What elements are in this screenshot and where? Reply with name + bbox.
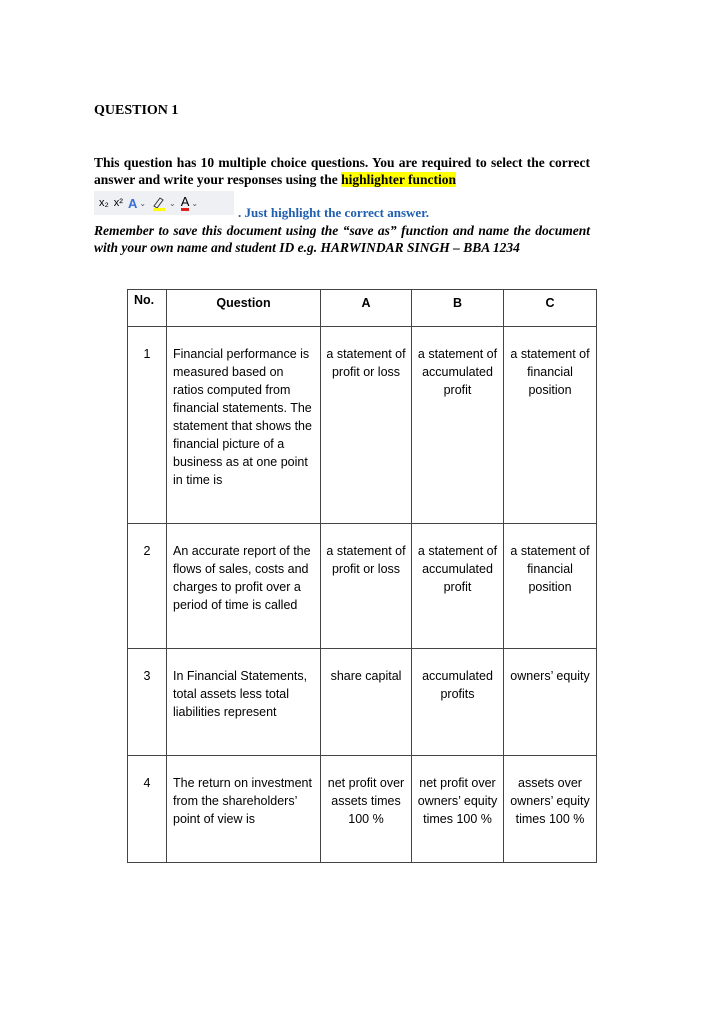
table-row (128, 524, 597, 649)
option-c[interactable]: assets over owners’ equity times 100 % (504, 756, 597, 863)
question-number: 2 (128, 524, 167, 649)
option-a[interactable]: a statement of profit or loss (321, 524, 412, 649)
option-c[interactable]: a statement of financial position (504, 327, 597, 524)
question-heading: QUESTION 1 (94, 103, 179, 118)
instructions-text: This question has 10 multiple choice questions. You are required to select the correct answer and write your responses using the (94, 155, 590, 187)
subscript-icon: x₂ (99, 197, 109, 209)
question-text: The return on investment from the shareholders’ point of view is (167, 756, 321, 863)
superscript-icon: x² (113, 197, 123, 209)
option-a[interactable]: a statement of profit or loss (321, 327, 412, 524)
header-b: B (412, 290, 504, 327)
highlighted-phrase: highlighter function (341, 172, 457, 187)
text-effects-icon: A ⌄ (127, 195, 147, 211)
questions-table (127, 289, 597, 863)
table-row (128, 756, 597, 863)
option-b[interactable]: a statement of accumulated profit (412, 524, 504, 649)
question-number: 1 (128, 327, 167, 524)
option-c[interactable]: owners’ equity (504, 649, 597, 756)
instructions-paragraph (94, 154, 590, 188)
question-number: 3 (128, 649, 167, 756)
question-text: An accurate report of the flows of sales, costs and charges to profit over a period of time is called (167, 524, 321, 649)
just-highlight-text: . Just highlight the correct answer. (238, 205, 430, 220)
option-b[interactable]: a statement of accumulated profit (412, 327, 504, 524)
header-question: Question (167, 290, 321, 327)
option-b[interactable]: net profit over owners’ equity times 100 % (412, 756, 504, 863)
option-a[interactable]: share capital (321, 649, 412, 756)
highlighter-icon: ⌄ (151, 195, 176, 211)
font-color-icon: A ⌄ (180, 193, 199, 209)
option-a[interactable]: net profit over assets times 100 % (321, 756, 412, 863)
table-header-row (128, 290, 597, 327)
header-a: A (321, 290, 412, 327)
question-number: 4 (128, 756, 167, 863)
header-no: No. (128, 290, 167, 327)
table-row (128, 327, 597, 524)
table-row (128, 649, 597, 756)
option-c[interactable]: a statement of financial position (504, 524, 597, 649)
formatting-toolbar-image (94, 191, 234, 215)
header-c: C (504, 290, 597, 327)
question-text: In Financial Statements, total assets less total liabilities represent (167, 649, 321, 756)
question-text: Financial performance is measured based on ratios computed from financial statements. The statement that shows the financial picture of a business as at one point in time is (167, 327, 321, 524)
option-b[interactable]: accumulated profits (412, 649, 504, 756)
save-instructions: Remember to save this document using the “save as” function and name the document with your own name and student ID e.g. HARWINDAR SINGH – BBA 1234 (94, 223, 590, 255)
